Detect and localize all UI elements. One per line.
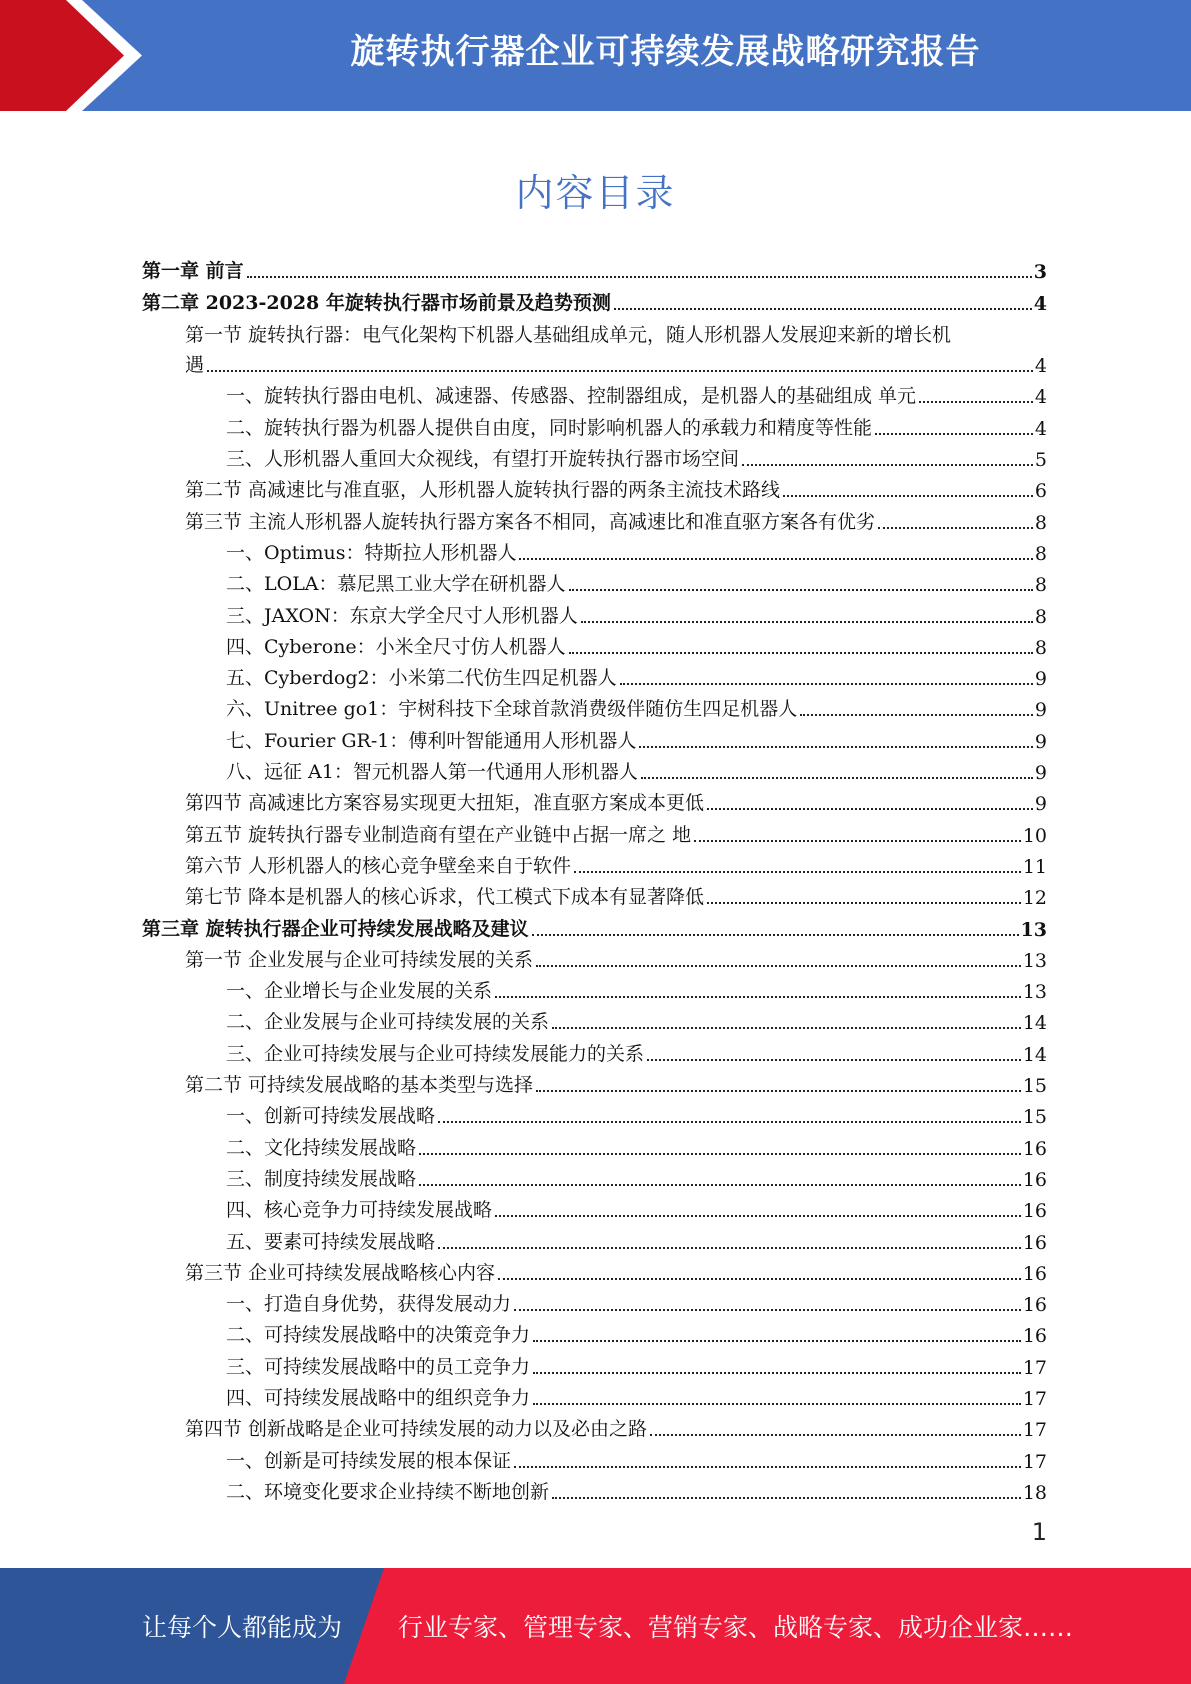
toc-subsection[interactable]: 二、企业发展与企业可持续发展的关系 14	[226, 1011, 1047, 1035]
toc-subsection[interactable]: 三、制度持续发展战略 16	[226, 1167, 1047, 1191]
page-ref: 13	[1022, 949, 1047, 972]
toc-subsection[interactable]: 五、要素可持续发展战略 16	[226, 1230, 1047, 1254]
toc-section[interactable]: 第二节 可持续发展战略的基本类型与选择 15	[185, 1074, 1047, 1098]
page-ref: 9	[1034, 699, 1047, 722]
toc-subsection[interactable]: 二、LOLA：慕尼黑工业大学在研机器人 8	[226, 573, 1047, 597]
page-ref: 6	[1034, 480, 1047, 503]
footer-bar	[0, 1568, 1191, 1684]
toc-subsection[interactable]: 三、可持续发展战略中的员工竞争力 17	[226, 1355, 1047, 1379]
toc-subsection[interactable]: 五、Cyberdog2：小米第二代仿生四足机器人 9	[226, 667, 1047, 691]
toc-chapter-2[interactable]: 第二章 2023-2028 年旋转执行器市场前景及趋势预测 4	[142, 291, 1047, 315]
footer-roles: 行业专家、管理专家、营销专家、战略专家、成功企业家……	[398, 1613, 1074, 1642]
page-ref: 8	[1034, 605, 1047, 628]
toc-subsection[interactable]: 二、环境变化要求企业持续不断地创新 18	[226, 1480, 1047, 1504]
toc-section[interactable]: 第二节 高减速比与准直驱，人形机器人旋转执行器的两条主流技术路线 6	[185, 479, 1047, 503]
page-ref: 11	[1022, 855, 1047, 878]
toc-subsection[interactable]: 一、旋转执行器由电机、减速器、传感器、控制器组成，是机器人的基础组成 单元 4	[226, 385, 1047, 409]
page-ref: 9	[1034, 762, 1047, 785]
toc-section[interactable]: 第七节 降本是机器人的核心诉求，代工模式下成本有显著降低 12	[185, 886, 1047, 910]
page-ref: 8	[1034, 636, 1047, 659]
toc-section[interactable]: 第四节 高减速比方案容易实现更大扭矩，准直驱方案成本更低 9	[185, 792, 1047, 816]
toc-section[interactable]: 第三节 企业可持续发展战略核心内容 16	[185, 1261, 1047, 1285]
toc-subsection[interactable]: 一、创新可持续发展战略 15	[226, 1105, 1047, 1129]
page-ref: 14	[1022, 1043, 1047, 1066]
page-ref: 13	[1020, 918, 1047, 941]
page-ref: 4	[1034, 417, 1047, 440]
page-ref: 16	[1022, 1325, 1047, 1348]
toc-subsection[interactable]: 三、JAXON：东京大学全尺寸人形机器人 8	[226, 604, 1047, 628]
toc-subsection[interactable]: 一、打造自身优势，获得发展动力 16	[226, 1293, 1047, 1317]
toc-subsection[interactable]: 三、人形机器人重回大众视线，有望打开旋转执行器市场空间 5	[226, 448, 1047, 472]
toc-subsection[interactable]: 一、企业增长与企业发展的关系 13	[226, 980, 1047, 1004]
page-ref: 17	[1022, 1450, 1047, 1473]
page-number: 1	[1031, 1518, 1047, 1546]
toc-subsection[interactable]: 四、可持续发展战略中的组织竞争力 17	[226, 1386, 1047, 1410]
toc-chapter-3[interactable]: 第三章 旋转执行器企业可持续发展战略及建议 13	[142, 917, 1047, 941]
report-title: 旋转执行器企业可持续发展战略研究报告	[350, 32, 981, 72]
page-ref: 13	[1022, 981, 1047, 1004]
page-ref: 17	[1022, 1419, 1047, 1442]
toc-subsection[interactable]: 四、Cyberone：小米全尺寸仿人机器人 8	[226, 635, 1047, 659]
page-ref: 12	[1022, 887, 1047, 910]
page-ref: 18	[1022, 1481, 1047, 1504]
page-ref: 4	[1033, 292, 1047, 315]
page-ref: 10	[1022, 824, 1047, 847]
toc-chapter-1[interactable]: 第一章 前言 3	[142, 260, 1047, 284]
page-ref: 17	[1022, 1387, 1047, 1410]
page-ref: 15	[1022, 1075, 1047, 1098]
toc-subsection[interactable]: 六、Unitree go1：宇树科技下全球首款消费级伴随仿生四足机器人 9	[226, 698, 1047, 722]
page-ref: 8	[1034, 511, 1047, 534]
header-bar	[0, 0, 1191, 111]
toc-section[interactable]: 第六节 人形机器人的核心竞争壁垒来自于软件 11	[185, 854, 1047, 878]
toc-section[interactable]: 第五节 旋转执行器专业制造商有望在产业链中占据一席之 地 10	[185, 823, 1047, 847]
page-ref: 3	[1033, 261, 1047, 284]
toc-section[interactable]: 第四节 创新战略是企业可持续发展的动力以及必由之路 17	[185, 1418, 1047, 1442]
page-ref: 5	[1034, 449, 1047, 472]
toc-subsection[interactable]: 四、核心竞争力可持续发展战略 16	[226, 1199, 1047, 1223]
page-ref: 9	[1034, 793, 1047, 816]
page-ref: 16	[1022, 1262, 1047, 1285]
toc-subsection[interactable]: 八、远征 A1：智元机器人第一代通用人形机器人 9	[226, 761, 1047, 785]
toc-section[interactable]: 第三节 主流人形机器人旋转执行器方案各不相同，高减速比和准直驱方案各有优劣 8	[185, 510, 1047, 534]
page-ref: 14	[1022, 1012, 1047, 1035]
toc-subsection[interactable]: 二、文化持续发展战略 16	[226, 1136, 1047, 1160]
page-ref: 17	[1022, 1356, 1047, 1379]
toc-subsection[interactable]: 一、创新是可持续发展的根本保证 17	[226, 1449, 1047, 1473]
table-of-contents	[0, 252, 1191, 1504]
page-ref: 9	[1034, 730, 1047, 753]
toc-subsection[interactable]: 三、企业可持续发展与企业可持续发展能力的关系 14	[226, 1042, 1047, 1066]
page-ref: 16	[1022, 1200, 1047, 1223]
toc-subsection[interactable]: 七、Fourier GR-1：傅利叶智能通用人形机器人 9	[226, 729, 1047, 753]
page-ref: 9	[1034, 668, 1047, 691]
page-ref: 4	[1034, 386, 1047, 409]
page-ref: 4	[1034, 355, 1047, 378]
toc-section[interactable]: 第一节 企业发展与企业可持续发展的关系 13	[185, 948, 1047, 972]
page-ref: 16	[1022, 1294, 1047, 1317]
page-ref: 15	[1022, 1106, 1047, 1129]
page-ref: 16	[1022, 1137, 1047, 1160]
page-ref: 16	[1022, 1168, 1047, 1191]
page-ref: 8	[1034, 542, 1047, 565]
toc-subsection[interactable]: 二、旋转执行器为机器人提供自由度，同时影响机器人的承载力和精度等性能 4	[226, 416, 1047, 440]
toc-subsection[interactable]: 二、可持续发展战略中的决策竞争力 16	[226, 1324, 1047, 1348]
footer-slogan: 让每个人都能成为	[142, 1613, 343, 1642]
toc-subsection[interactable]: 一、Optimus：特斯拉人形机器人 8	[226, 541, 1047, 565]
header-arrow-icon	[0, 0, 160, 111]
toc-heading: 内容目录	[515, 171, 676, 215]
page-ref: 8	[1034, 574, 1047, 597]
page-ref: 16	[1022, 1231, 1047, 1254]
toc-section[interactable]: 第一节 旋转执行器：电气化架构下机器人基础组成单元，随人形机器人发展迎来新的增长机 遇 4	[185, 323, 1047, 378]
